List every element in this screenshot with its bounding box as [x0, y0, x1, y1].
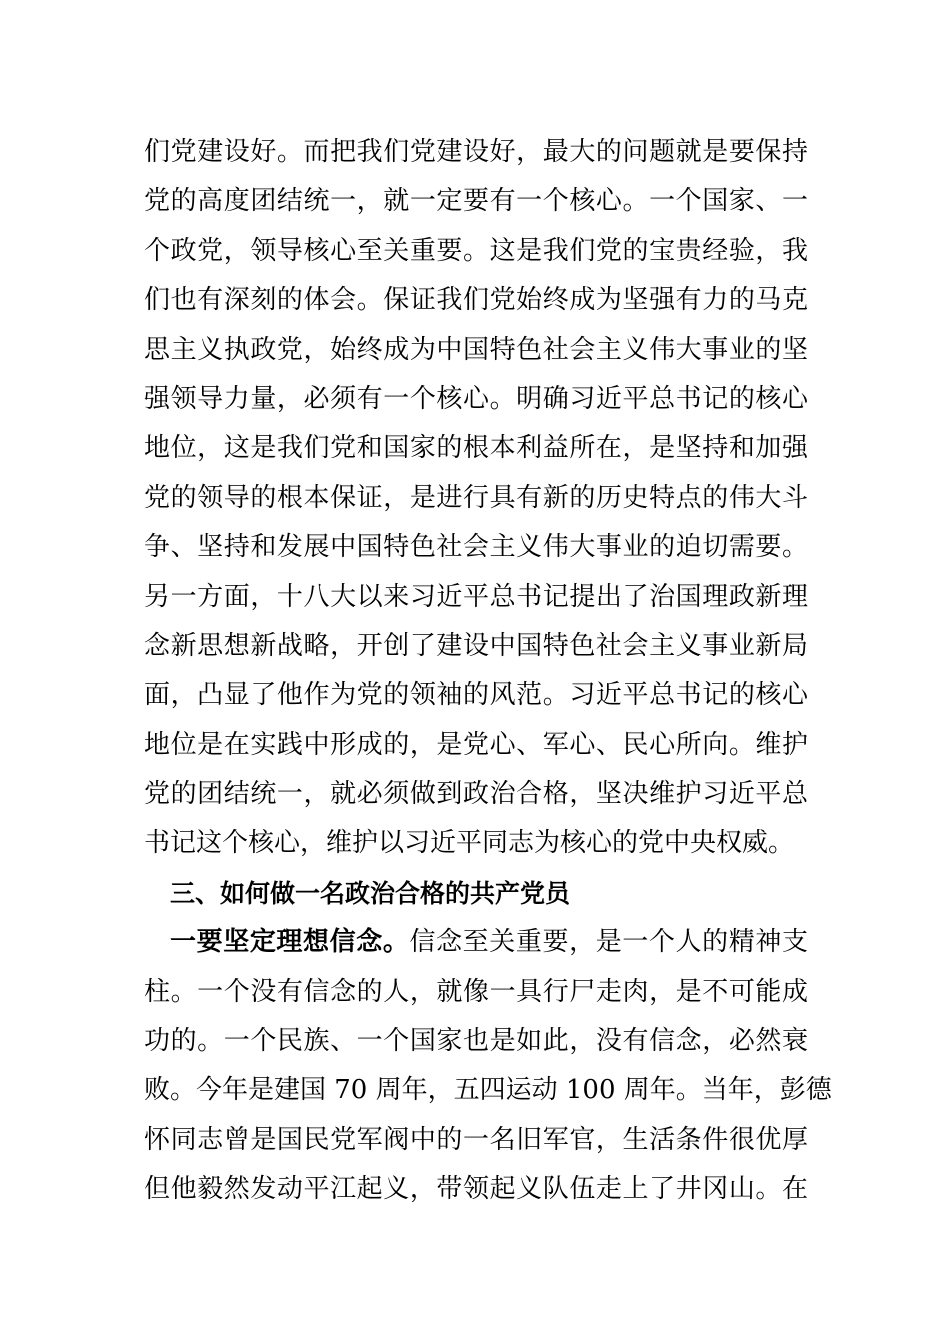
- paragraph-line: 另一方面，十八大以来习近平总书记提出了治国理政新理: [144, 581, 808, 612]
- paragraph-line: 党的领导的根本保证，是进行具有新的历史特点的伟大斗: [144, 482, 808, 513]
- paragraph-line: 但他毅然发动平江起义，带领起义队伍走上了井冈山。在: [144, 1174, 808, 1205]
- document-body: [144, 128, 832, 1215]
- paragraph-line: 党的高度团结统一，就一定要有一个核心。一个国家、一: [144, 186, 808, 217]
- paragraph-line: 们党建设好。而把我们党建设好，最大的问题就是要保持: [144, 137, 808, 167]
- paragraph-first-line: [144, 918, 808, 967]
- paragraph-line: 面，凸显了他作为党的领袖的风范。习近平总书记的核心: [144, 680, 808, 711]
- paragraph-first-line-rest: 信念至关重要，是一个人的精神支: [409, 927, 808, 958]
- paragraph-line: 柱。一个没有信念的人，就像一具行尸走肉，是不可能成: [144, 976, 808, 1007]
- paragraph-line: 强领导力量，必须有一个核心。明确习近平总书记的核心: [144, 383, 808, 414]
- paragraph-line: 们也有深刻的体会。保证我们党始终成为坚强有力的马克: [144, 285, 808, 316]
- paragraph-lead-phrase: 一要坚定理想信念。: [170, 927, 410, 958]
- paragraph-line: 功的。一个民族、一个国家也是如此，没有信念，必然衰: [144, 1026, 808, 1057]
- paragraph-line: 书记这个核心，维护以习近平同志为核心的党中央权威。: [144, 828, 795, 859]
- paragraph-line: 怀同志曾是国民党军阀中的一名旧军官，生活条件很优厚: [144, 1124, 808, 1155]
- paragraph-line: 个政党，领导核心至关重要。这是我们党的宝贵经验，我: [144, 235, 808, 266]
- paragraph-line: 争、坚持和发展中国特色社会主义伟大事业的迫切需要。: [144, 532, 808, 563]
- paragraph-line: 败。今年是建国 70 周年，五四运动 100 周年。当年，彭德: [144, 1075, 832, 1106]
- section-heading: 三、如何做一名政治合格的共产党员: [170, 878, 571, 908]
- paragraph-line: 地位，这是我们党和国家的根本利益所在，是坚持和加强: [144, 433, 808, 464]
- paragraph-line: 地位是在实践中形成的，是党心、军心、民心所向。维护: [144, 729, 808, 760]
- paragraph-line: 党的团结统一，就必须做到政治合格，坚决维护习近平总: [144, 779, 808, 810]
- paragraph-line: 思主义执政党，始终成为中国特色社会主义伟大事业的坚: [144, 334, 808, 365]
- paragraph-line: 念新思想新战略，开创了建设中国特色社会主义事业新局: [144, 630, 808, 661]
